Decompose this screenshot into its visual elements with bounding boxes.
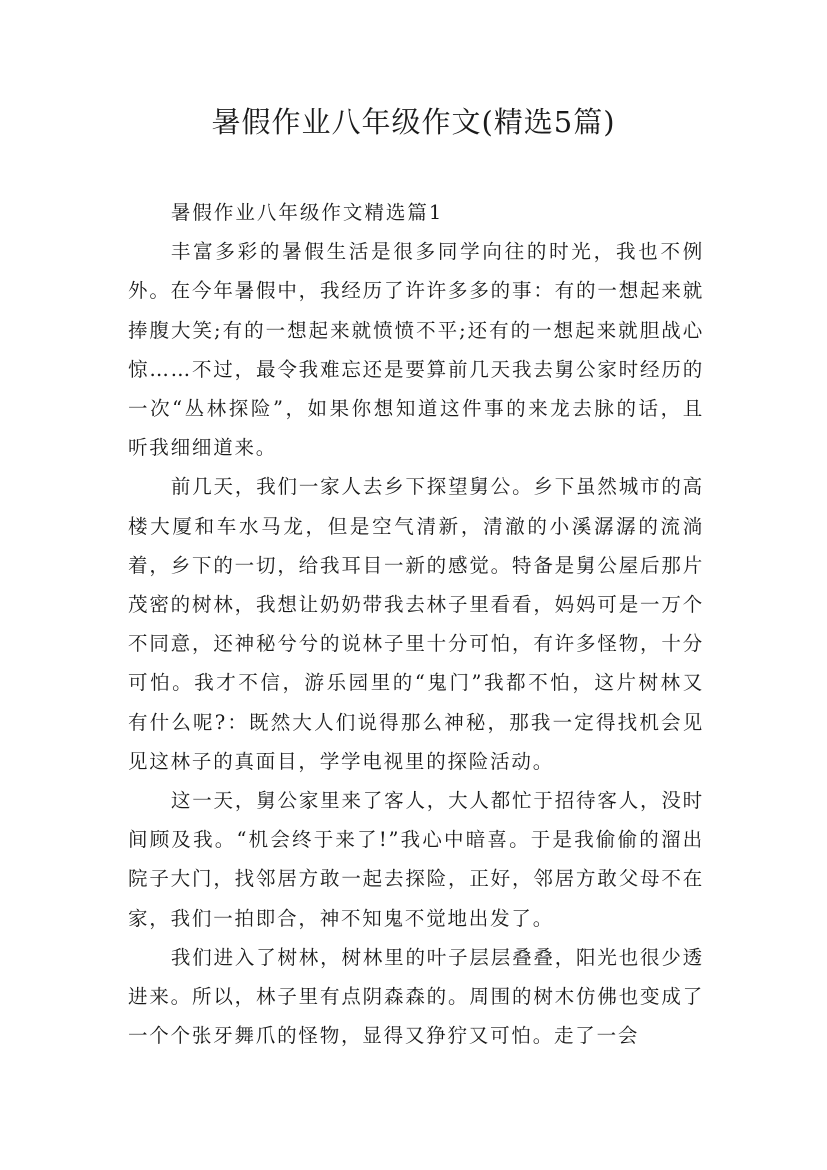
document-title: 暑假作业八年级作文(精选5篇) xyxy=(211,105,616,139)
paragraph-4: 我们进入了树林，树林里的叶子层层叠叠，阳光也很少透进来。所以，林子里有点阴森森的。周围的树木仿佛也变成了一个个张牙舞爪的怪物，显得又狰狞又可怕。走了一会 xyxy=(128,945,704,1048)
paragraph-3: 这一天，舅公家里来了客人，大人都忙于招待客人，没时间顾及我。“机会终于来了!”我心中暗喜。于是我偷偷的溜出院子大门，找邻居方敢一起去探险，正好，邻居方敢父母不在家，我们一拍即合，神不知鬼不觉地出发了。 xyxy=(128,789,704,930)
document-body xyxy=(128,193,704,1055)
section-heading: 暑假作业八年级作文精选篇1 xyxy=(170,201,444,224)
paragraph-1: 丰富多彩的暑假生活是很多同学向往的时光，我也不例外。在今年暑假中，我经历了许许多多的事：有的一想起来就捧腹大笑;有的一想起来就愤愤不平;还有的一想起来就胆战心惊……不过，最令我难忘还是要算前几天我去舅公家时经历的一次“丛林探险”，如果你想知道这件事的来龙去脉的话，且听我细细道来。 xyxy=(128,240,704,460)
paragraph-2: 前几天，我们一家人去乡下探望舅公。乡下虽然城市的高楼大厦和车水马龙，但是空气清新，清澈的小溪潺潺的流淌着，乡下的一切，给我耳目一新的感觉。特备是舅公屋后那片茂密的树林，我想让奶奶带我去林子里看看，妈妈可是一万个不同意，还神秘兮兮的说林子里十分可怕，有许多怪物，十分可怕。我才不信，游乐园里的“鬼门”我都不怕，这片树林又有什么呢?：既然大人们说得那么神秘，那我一定得找机会见见这林子的真面目，学学电视里的探险活动。 xyxy=(128,475,704,773)
